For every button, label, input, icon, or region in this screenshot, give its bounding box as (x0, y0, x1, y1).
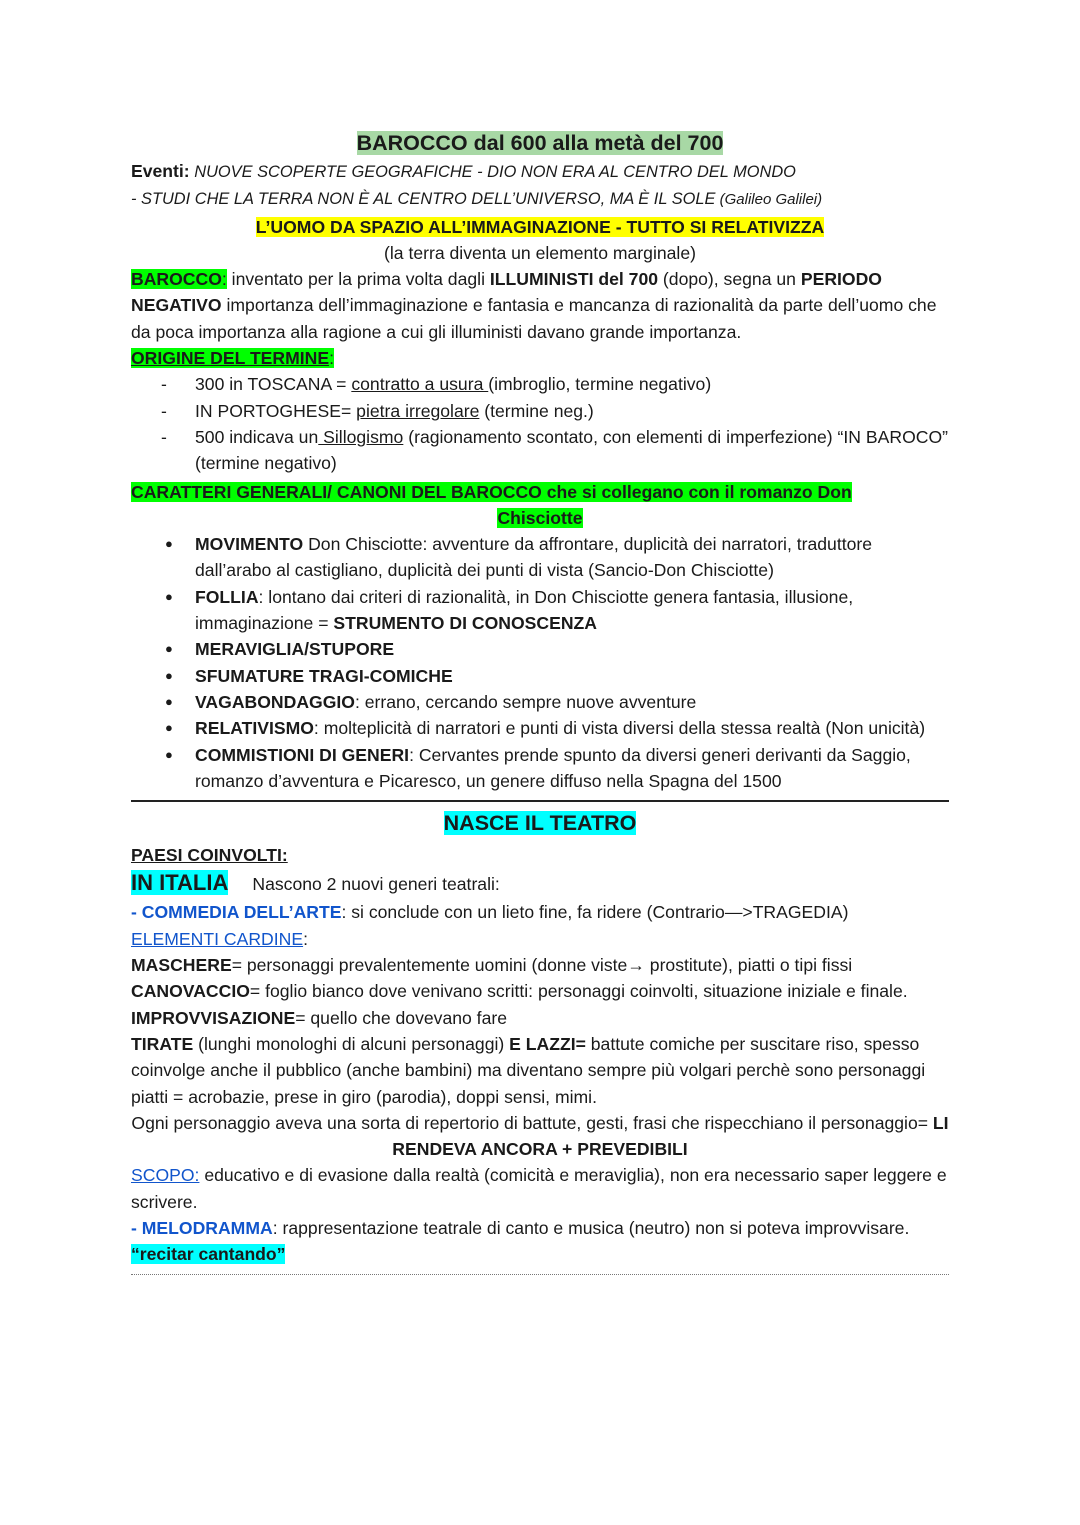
item-bold: RELATIVISMO (195, 718, 314, 739)
origine-heading: ORIGINE DEL TERMINE (131, 348, 330, 369)
improvvisazione-bold: IMPROVVISAZIONE (131, 1007, 296, 1028)
improvvisazione-line (131, 1005, 949, 1031)
commedia-line (131, 899, 949, 925)
origine-list (131, 371, 949, 476)
item-text: : Cervantes prende spunto da diversi generi derivanti da Saggio, romanzo d’avventura e Picaresco, un genere diffuso nella Spagna del 1500 (195, 744, 911, 791)
caratteri-heading-line (131, 479, 949, 505)
paesi-line (131, 842, 949, 868)
eventi-text-1: NUOVE SCOPERTE GEOGRAFICHE - DIO NON ERA AL CENTRO DEL MONDO (189, 163, 796, 181)
melodramma-text: : rappresentazione teatrale di canto e musica (neutro) non si poteva improvvisare. (272, 1217, 910, 1238)
item-text: : molteplicità di narratori e punti di vista diversi della stessa realtà (Non unicità) (313, 718, 926, 739)
item-text: : errano, cercando sempre nuove avventure (354, 691, 697, 712)
list-item: ● SFUMATURE TRAGI-COMICHE (165, 665, 453, 686)
item-text: IN PORTOGHESE= (195, 400, 357, 421)
melodramma-label: - MELODRAMMA (131, 1217, 273, 1238)
list-item: ● MOVIMENTO Don Chisciotte: avventure da affrontare, duplicità dei narratori, traduttore dall’arabo al castigliano, duplicità dei punti di vista (Sancio-Don Chisciotte) (165, 534, 873, 581)
item-underlined: contratto a usura (351, 374, 489, 395)
barocco-text-2: (dopo), segna un (658, 269, 801, 290)
recitar-cantando-highlight: “recitar cantando” (131, 1244, 286, 1265)
lazzi-text: battute comiche per suscitare riso, spesso coinvolge anche il pubblico (anche bambini) ma diventano sempre più volgari perchè sono personaggi piatti = acrobazie, prese in giro (parodia), doppi sensi, mimi. (131, 1033, 926, 1107)
item-underlined: Sillogismo (318, 426, 404, 447)
eventi-text-2: - STUDI CHE LA TERRA NON È AL CENTRO DELL’UNIVERSO, MA È IL SOLE (131, 190, 716, 209)
teatro-heading-line (131, 808, 949, 840)
lazzi-bold: E LAZZI= (509, 1033, 586, 1054)
repertorio-text: Ogni personaggio aveva una sorta di repertorio di battute, gesti, frasi che rispecchiano il personaggio= (131, 1112, 933, 1133)
in-italia-label: IN ITALIA (131, 870, 229, 896)
italia-line (131, 868, 949, 899)
item-text: (ragionamento scontato, con elementi di imperfezione) “IN BAROCO” (termine negativo) (195, 426, 949, 474)
scopo-label: SCOPO: (131, 1165, 200, 1186)
list-item: ● FOLLIA: lontano dai criteri di razionalità, in Don Chisciotte genera fantasia, illusione, immaginazione = STRUMENTO DI CONOSCENZA (165, 586, 854, 634)
maschere-line (131, 952, 949, 978)
list-item: - 500 indicava un Sillogismo (ragionamento scontato, con elementi di imperfezione) “IN BAROCO” (termine negativo) (161, 426, 949, 474)
commedia-label: - COMMEDIA DELL’ARTE (131, 902, 342, 923)
item-text: (imbroglio, termine negativo) (488, 374, 712, 395)
list-item: ● RELATIVISMO: molteplicità di narratori e punti di vista diversi della stessa realtà (Non unicità) (165, 718, 926, 739)
elementi-line (131, 926, 949, 952)
title-line (131, 128, 949, 158)
item-bold: FOLLIA (195, 586, 259, 607)
tirate-bold: TIRATE (131, 1033, 194, 1054)
eventi-line (131, 158, 949, 185)
caratteri-list (131, 531, 949, 794)
elementi-colon: : (303, 928, 308, 949)
tirate-text: (lunghi monologhi di alcuni personaggi) (193, 1033, 510, 1054)
item-underlined: pietra irregolare (356, 400, 480, 421)
item-text: 500 indicava un (195, 426, 319, 447)
item-text: (termine neg.) (479, 400, 594, 421)
illuministi-bold: ILLUMINISTI del 700 (489, 269, 659, 290)
eventi-label: Eventi: (131, 161, 190, 181)
paesi-coinvolti: PAESI COINVOLTI: (131, 845, 288, 866)
barocco-text-3: importanza dell’immaginazione e fantasia e mancanza di razionalità da parte dell’uomo che da poca importanza alla ragione a cui gli illuministi davano grande importanza. (131, 295, 937, 342)
eventi-note: (Galileo Galilei) (715, 191, 823, 209)
page-title: BAROCCO dal 600 alla metà del 700 (356, 131, 724, 155)
improvvisazione-text: = quello che dovevano fare (295, 1007, 508, 1028)
uomo-immaginazione-heading: L’UOMO DA SPAZIO ALL’IMMAGINAZIONE - TUTTO SI RELATIVIZZA (255, 216, 825, 237)
canovaccio-bold: CANOVACCIO (131, 981, 250, 1002)
commedia-text: : si conclude con un lieto fine, fa ridere (Contrario—>TRAGEDIA) (341, 902, 849, 923)
teatro-heading: NASCE IL TEATRO (443, 811, 637, 836)
list-item: - 300 in TOSCANA = contratto a usura (imbroglio, termine negativo) (161, 374, 712, 395)
item-text: 300 in TOSCANA = (195, 374, 352, 395)
tirate-lazzi-line (131, 1031, 949, 1110)
origine-colon: : (329, 348, 335, 369)
barocco-text-1: inventato per la prima volta dagli (226, 269, 490, 290)
periodo-negativo-bold: PERIODO NEGATIVO (131, 269, 882, 316)
item-bold: SFUMATURE TRAGI-COMICHE (195, 665, 453, 686)
barocco-colon: : (221, 269, 227, 290)
caratteri-heading: CARATTERI GENERALI/ CANONI DEL BAROCCO che si collegano con il romanzo Don (131, 481, 852, 502)
origine-heading-line (131, 345, 949, 371)
eventi-line-2 (131, 185, 949, 213)
repertorio-bold: LI RENDEVA ANCORA + PREVEDIBILI (392, 1112, 949, 1160)
caratteri-heading-2: Chisciotte (497, 507, 583, 528)
list-item: ● VAGABONDAGGIO: errano, cercando sempre nuove avventure (165, 691, 697, 712)
scopo-text: educativo e di evasione dalla realtà (comicità e meraviglia), non era necessario saper leggere e scrivere. (131, 1165, 947, 1212)
item-bold: COMMISTIONI DI GENERI (195, 744, 410, 765)
maschere-bold: MASCHERE (131, 955, 232, 976)
canovaccio-line (131, 978, 949, 1004)
scopo-line (131, 1162, 949, 1215)
elementi-cardine-label: ELEMENTI CARDINE (131, 928, 304, 949)
bottom-divider (131, 1274, 949, 1275)
document-page (131, 128, 949, 1275)
item-text: Don Chisciotte: avventure da affrontare, duplicità dei narratori, traduttore dall’arabo al castigliano, duplicità dei punti di vista (Sancio-Don Chisciotte) (195, 534, 873, 581)
item-bold: MOVIMENTO (195, 534, 304, 555)
barocco-label: BAROCCO (131, 269, 222, 290)
caratteri-heading-line-2 (131, 505, 949, 531)
item-text: : lontano dai criteri di razionalità, in Don Chisciotte genera fantasia, illusione, immaginazione = (195, 586, 854, 634)
note-line: (la terra diventa un elemento marginale) (384, 242, 696, 263)
italia-text: Nascono 2 nuovi generi teatrali: (252, 874, 500, 895)
list-item: - IN PORTOGHESE= pietra irregolare (termine neg.) (161, 400, 594, 421)
melodramma-line (131, 1215, 949, 1268)
highlight-line (131, 214, 949, 240)
list-item: ● MERAVIGLIA/STUPORE (165, 639, 395, 660)
section-divider (131, 800, 949, 802)
maschere-text: = personaggi prevalentemente uomini (donne viste→ prostitute), piatti o tipi fissi (231, 955, 853, 976)
item-bold-2: STRUMENTO DI CONOSCENZA (333, 613, 597, 634)
item-bold: VAGABONDAGGIO (195, 691, 355, 712)
item-bold: MERAVIGLIA/STUPORE (195, 639, 395, 660)
repertorio-line (131, 1110, 949, 1163)
barocco-definition (131, 266, 949, 345)
list-item: ● COMMISTIONI DI GENERI: Cervantes prende spunto da diversi generi derivanti da Saggio, romanzo d’avventura e Picaresco, un genere diffuso nella Spagna del 1500 (165, 744, 911, 791)
canovaccio-text: = foglio bianco dove venivano scritti: personaggi coinvolti, situazione iniziale e finale. (249, 981, 908, 1002)
